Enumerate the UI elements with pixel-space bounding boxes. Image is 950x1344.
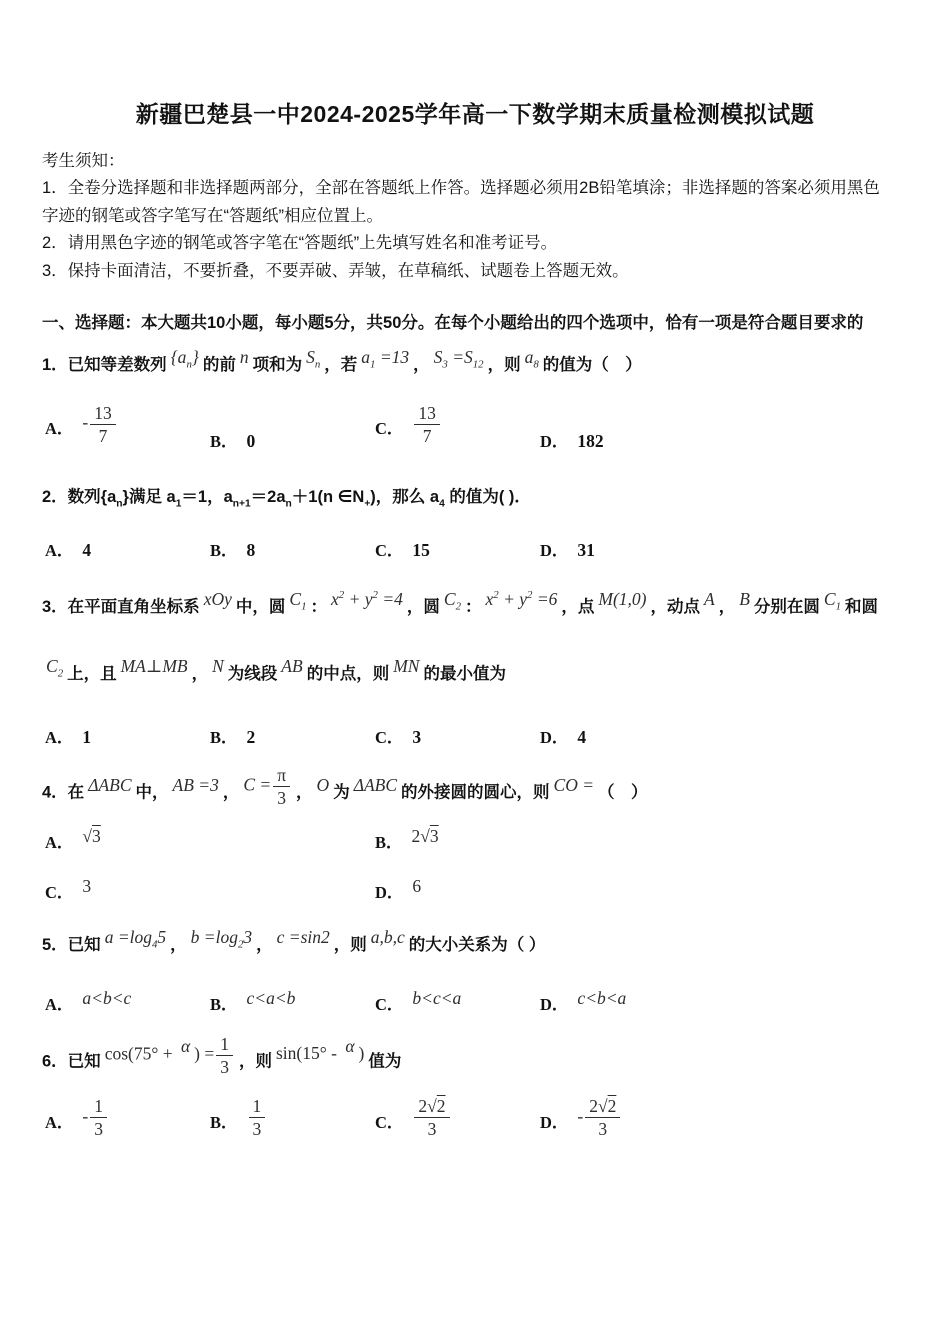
option-value: c<a<b [246,987,296,1008]
option-label: C． [375,419,404,439]
question-6-option-d [540,1095,908,1145]
question-3-options [45,724,908,748]
question-2-option-b [210,537,375,561]
option-value: 2 [246,726,256,747]
option-value: 6 [412,876,422,897]
question-3-option-c [375,724,540,748]
option-label: A． [45,994,74,1014]
question-4-option-d [375,876,908,903]
question-6-option-c [375,1095,540,1145]
notice-line-2: 字迹的钢笔或答字笔写在“答题纸”相应位置上。 [42,206,383,225]
question-2-option-a [45,537,210,561]
question-5-option-b [210,987,375,1015]
option-label: A． [45,541,74,561]
option-label: A． [45,833,74,853]
option-label: D． [375,883,404,903]
option-label: D． [540,541,569,561]
option-value: $\frac{1}{3}$ [247,1102,268,1145]
question-2-stem: 2．数列$\{a_n\}$满足 $a_1=1$，$a_{n+1}=2a_n+1(n$ $\in N_+$)，那么 $a_4$ 的值为( )． [42,487,531,510]
question-5-option-d [540,987,908,1015]
question-2-option-c [375,537,540,561]
option-value: 3 [412,726,422,747]
question-4 [42,764,908,903]
question-2-option-d [540,537,908,561]
option-label: A． [45,727,74,747]
question-1-option-b [210,428,375,452]
option-value: b<c<a [412,987,462,1008]
option-label: C． [375,994,404,1014]
question-3-option-a [45,724,210,748]
option-label: D． [540,994,569,1014]
option-value: 15 [412,540,430,561]
question-1 [42,349,908,452]
question-4-option-b [375,826,908,853]
option-value: - $\frac{1}{3}$ [82,1102,109,1145]
notice-line-4: 3．保持卡面清洁，不要折叠，不要弄破、弄皱，在草稿纸、试题卷上答题无效。 [42,261,629,280]
option-value: - $\frac{13}{7}$ [82,409,117,452]
question-4-option-a [45,826,375,853]
question-3-stem-line-1: 3．在平面直角坐标系 xOy 中，圆 $C_1$ ： $x^2 + y^2 =4$ ，圆 $C_2$ ： $x^2 + y^2 =6$ ，点 M(1,0) ，动点 A ， B 分别在圆 $C_1$ 和圆 [42,588,878,616]
option-label: B． [210,727,238,747]
option-label: B． [210,1112,238,1132]
question-4-option-c [45,876,375,903]
notice-line-1: 1．全卷分选择题和非选择题两部分，全部在答题纸上作答。选择题必须用2B铅笔填涂；非选择题的答案必须用黑色 [42,179,880,197]
question-3 [42,587,908,748]
question-4-options [45,826,908,903]
option-value: 4 [577,726,587,747]
option-value: a<b<c [82,987,132,1008]
option-value: 182 [577,430,604,451]
question-6-options [45,1095,908,1145]
question-6 [42,1033,908,1146]
option-label: B． [210,541,238,561]
question-4-stem: 4．在 ΔABC 中， AB =3 ， C = $\frac{\pi}{3}$ ， O 为 ΔABC 的外接圆的圆心，则 CO = （ ） [42,764,648,808]
section-header: 一、选择题：本大题共10小题，每小题5分，共50分。在每个小题给出的四个选项中，恰有一项是符合题目要求的 [42,314,864,332]
option-value: 4 [82,540,92,561]
question-5-option-a [45,987,210,1015]
option-label: C． [375,727,404,747]
question-2 [42,482,908,561]
question-5-options [45,987,908,1015]
question-5-option-c [375,987,540,1015]
option-label: D． [540,727,569,747]
option-value: - $\frac{2√2}{3}$ [577,1102,622,1145]
question-3-option-b [210,724,375,748]
option-value: 31 [577,540,595,561]
exam-title: 新疆巴楚县一中2024-2025学年高一下数学期末质量检测模拟试题 [135,101,815,127]
option-label: D． [540,1112,569,1132]
option-value: $\frac{2√2}{3}$ [412,1102,451,1145]
notice-header: 考生须知： [42,152,125,170]
option-value: c<b<a [577,987,627,1008]
option-label: A． [45,1112,74,1132]
notice-line-3: 2．请用黑色字迹的钢笔或答字笔在“答题纸”上先填写姓名和准考证号。 [42,234,558,252]
option-label: C． [45,883,74,903]
question-6-option-b [210,1095,375,1145]
question-3-stem-line-2: $C_2$ 上，且 MA⊥MB ， N 为线段 AB 的中点，则 MN 的最小值为 [46,656,506,684]
option-value: $\frac{13}{7}$ [412,409,442,452]
option-value: 2√3 [411,826,439,847]
option-value: 3 [82,876,92,897]
option-label: B． [375,833,403,853]
question-1-option-c [375,402,540,452]
question-1-option-d [540,428,908,452]
option-label: C． [375,541,404,561]
option-label: D． [540,431,569,451]
question-6-stem: 6．已知 cos(75° + α ) = $\frac{1}{3}$ ，则 sin(15° - α ) 值为 [42,1033,402,1077]
question-1-options [45,402,908,452]
question-3-option-d [540,724,908,748]
option-label: C． [375,1112,404,1132]
option-label: B． [210,994,238,1014]
option-value: 1 [82,726,92,747]
option-value: √3 [82,826,101,847]
option-label: A． [45,419,74,439]
option-label: B． [210,431,238,451]
question-1-stem: 1．已知等差数列 $\{a_n\}$ 的前 n 项和为 $S_n$ ，若 $a_1 =13$ ， $S_3 =S_{12}$ ，则 $a_8$ 的值为（ ） [42,347,642,374]
option-value: 8 [246,540,256,561]
question-1-option-a [45,402,210,452]
question-5 [42,929,908,1015]
question-6-option-a [45,1095,210,1145]
option-value: 0 [246,430,256,451]
question-5-stem: 5．已知 $a =\log_45$ ， $b =\log_23$ ， c =sin2 ，则 a,b,c 的大小关系为（ ） [42,927,546,955]
question-2-options [45,537,908,561]
